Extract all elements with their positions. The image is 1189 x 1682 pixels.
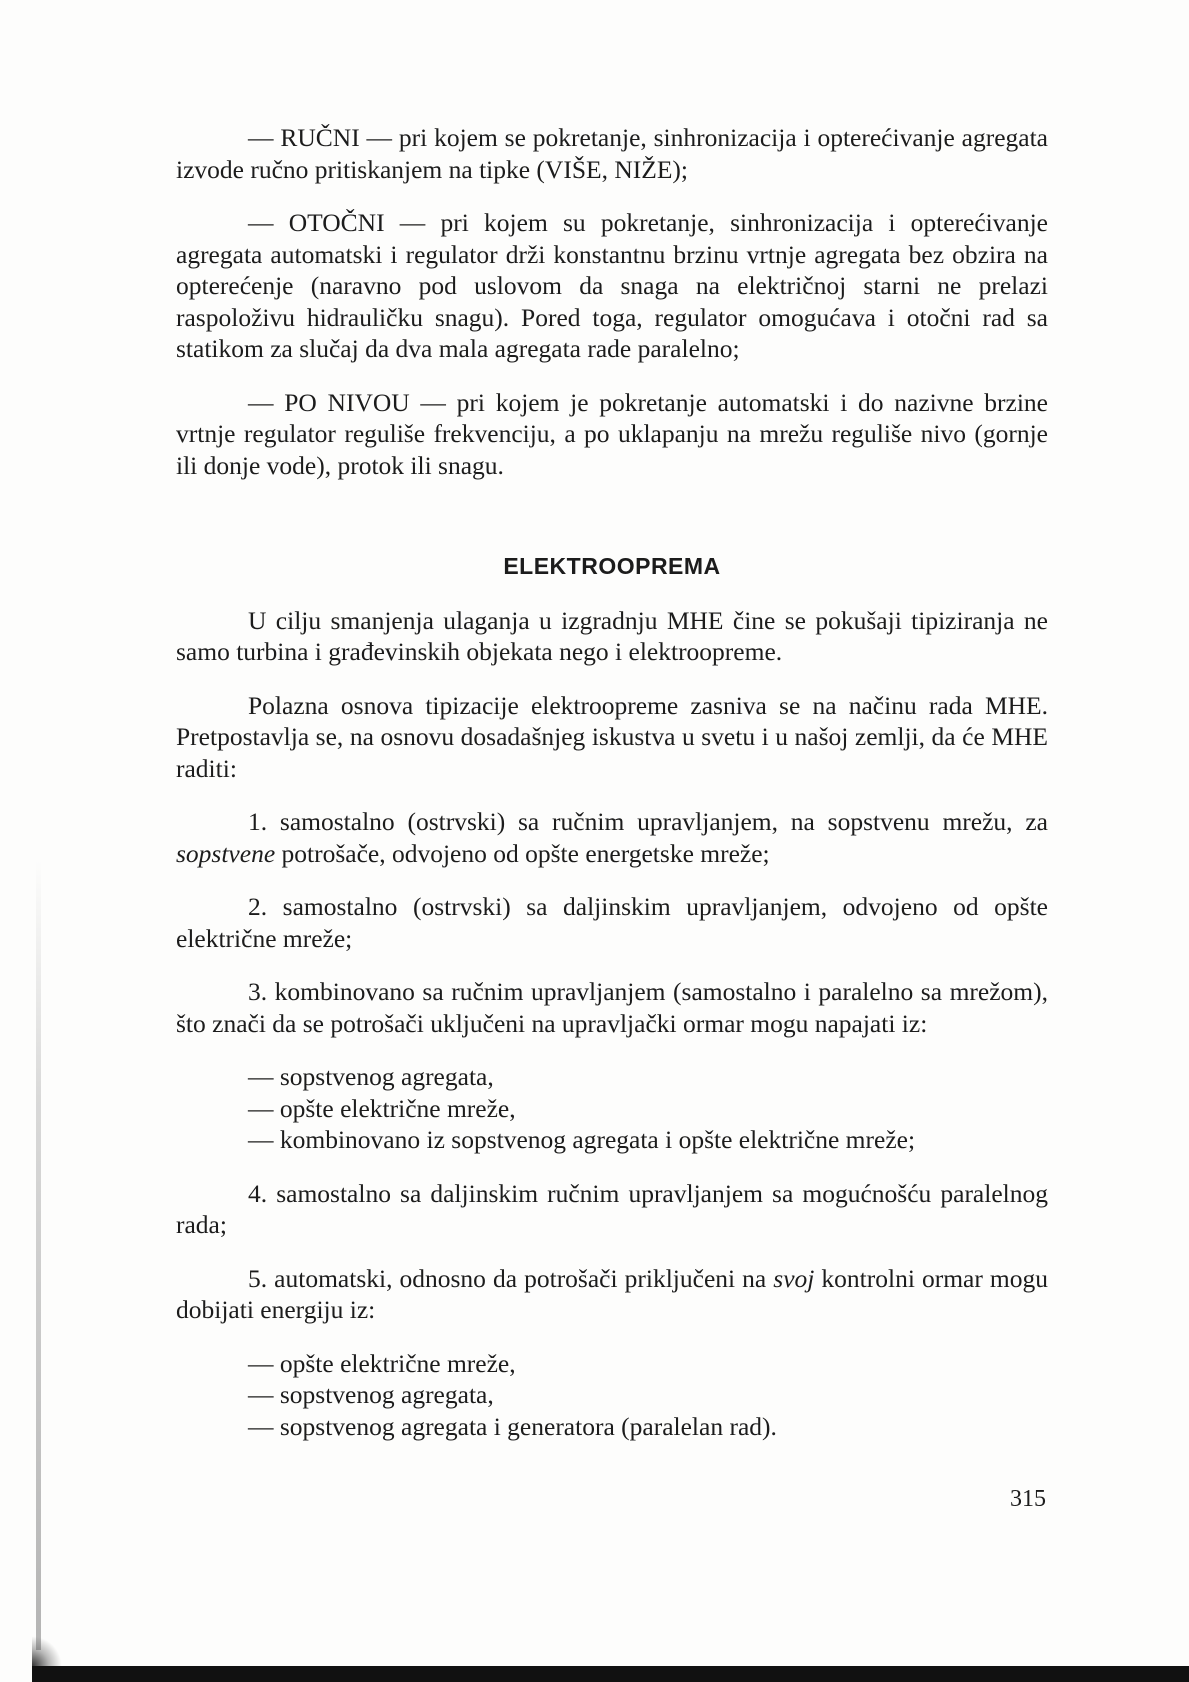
item5-text-start: 5. automatski, odnosno da potrošači priključeni na bbox=[248, 1263, 774, 1293]
paragraph-basis: Polazna osnova tipizacije elektroopreme zasniva se na načinu rada MHE. Pretpostavlja se, na osnovu dosadašnjeg iskustva u svetu i u našoj zemlji, da će MHE raditi: bbox=[176, 690, 1048, 783]
paragraph-otocni: — OTOČNI — pri kojem su pokretanje, sinhronizacija i opterećivanje agregata automatski i regulator drži konstantnu brzinu vrtnje agregata bez obzira na opterećenje (naravno pod uslovom da snaga na električnoj starni ne prelazi raspoloživu hidrauličku snagu). Pored toga, regulator omogućava i otočni rad sa statikom za slučaj da dva mala agregata rade paralelno; bbox=[176, 208, 1048, 363]
section-heading: ELEKTROOPREMA bbox=[503, 553, 721, 579]
list-item-1 bbox=[176, 806, 1048, 869]
dash-list-sources bbox=[176, 1061, 1048, 1156]
dash-list-item: — kombinovano iz sopstvenog agregata i opšte električne mreže; bbox=[248, 1125, 916, 1154]
list-item-2: 2. samostalno (ostrvski) sa daljinskim upravljanjem, odvojeno od opšte električne mreže; bbox=[176, 892, 1048, 953]
dash-list-item: — opšte električne mreže, bbox=[248, 1348, 516, 1378]
dash-list-item: — sopstvenog agregata, bbox=[248, 1380, 494, 1409]
scan-bottom-edge bbox=[32, 1666, 1189, 1682]
paragraph-rucni: — RUČNI — pri kojem se pokretanje, sinhronizacija i opterećivanje agregata izvode ručno pritiskanjem na tipke (VIŠE, NIŽE); bbox=[176, 123, 1048, 184]
list-item-3: 3. kombinovano sa ručnim upravljanjem (samostalno i paralelno sa mrežom), što znači da se potrošači uključeni na upravljački ormar mogu napajati iz: bbox=[176, 977, 1048, 1038]
page-number: 315 bbox=[1010, 1486, 1046, 1512]
paragraph-intro: U cilju smanjenja ulaganja u izgradnju MHE čine se pokušaji tipiziranja ne samo turbina i građevinskih objekata nego i elektroopreme. bbox=[176, 605, 1048, 666]
scan-binding-shadow bbox=[36, 860, 41, 1650]
dash-list-item: — sopstvenog agregata, bbox=[248, 1062, 494, 1091]
item1-text-start: 1. samostalno (ostrvski) sa ručnim upravljanjem, na sopstvenu mrežu, za bbox=[248, 807, 1048, 836]
dash-list-energy bbox=[176, 1348, 1048, 1443]
dash-list-item: — opšte električne mreže, bbox=[248, 1093, 516, 1123]
scan-corner-shadow bbox=[32, 1636, 62, 1666]
item5-text-end: kontrolni ormar mogu dobijati energiju iz: bbox=[176, 1263, 1048, 1324]
list-item-4: 4. samostalno sa daljinskim ručnim upravljanjem sa mogućnošću paralelnog rada; bbox=[176, 1178, 1048, 1239]
item1-italic: sopstvene bbox=[176, 838, 276, 868]
item5-italic: svoj bbox=[773, 1263, 815, 1293]
body-text bbox=[176, 122, 1048, 1442]
item1-text-end: potrošače, odvojeno od opšte energetske mreže; bbox=[275, 838, 770, 868]
paragraph-po-nivou: — PO NIVOU — pri kojem je pokretanje automatski i do nazivne brzine vrtnje regulator reguliše frekvenciju, a po uklapanju na mrežu reguliše nivo (gornje ili donje vode), protok ili snagu. bbox=[176, 387, 1048, 480]
list-item-5 bbox=[176, 1263, 1048, 1326]
dash-list-item: — sopstvenog agregata i generatora (paralelan rad). bbox=[248, 1411, 777, 1441]
